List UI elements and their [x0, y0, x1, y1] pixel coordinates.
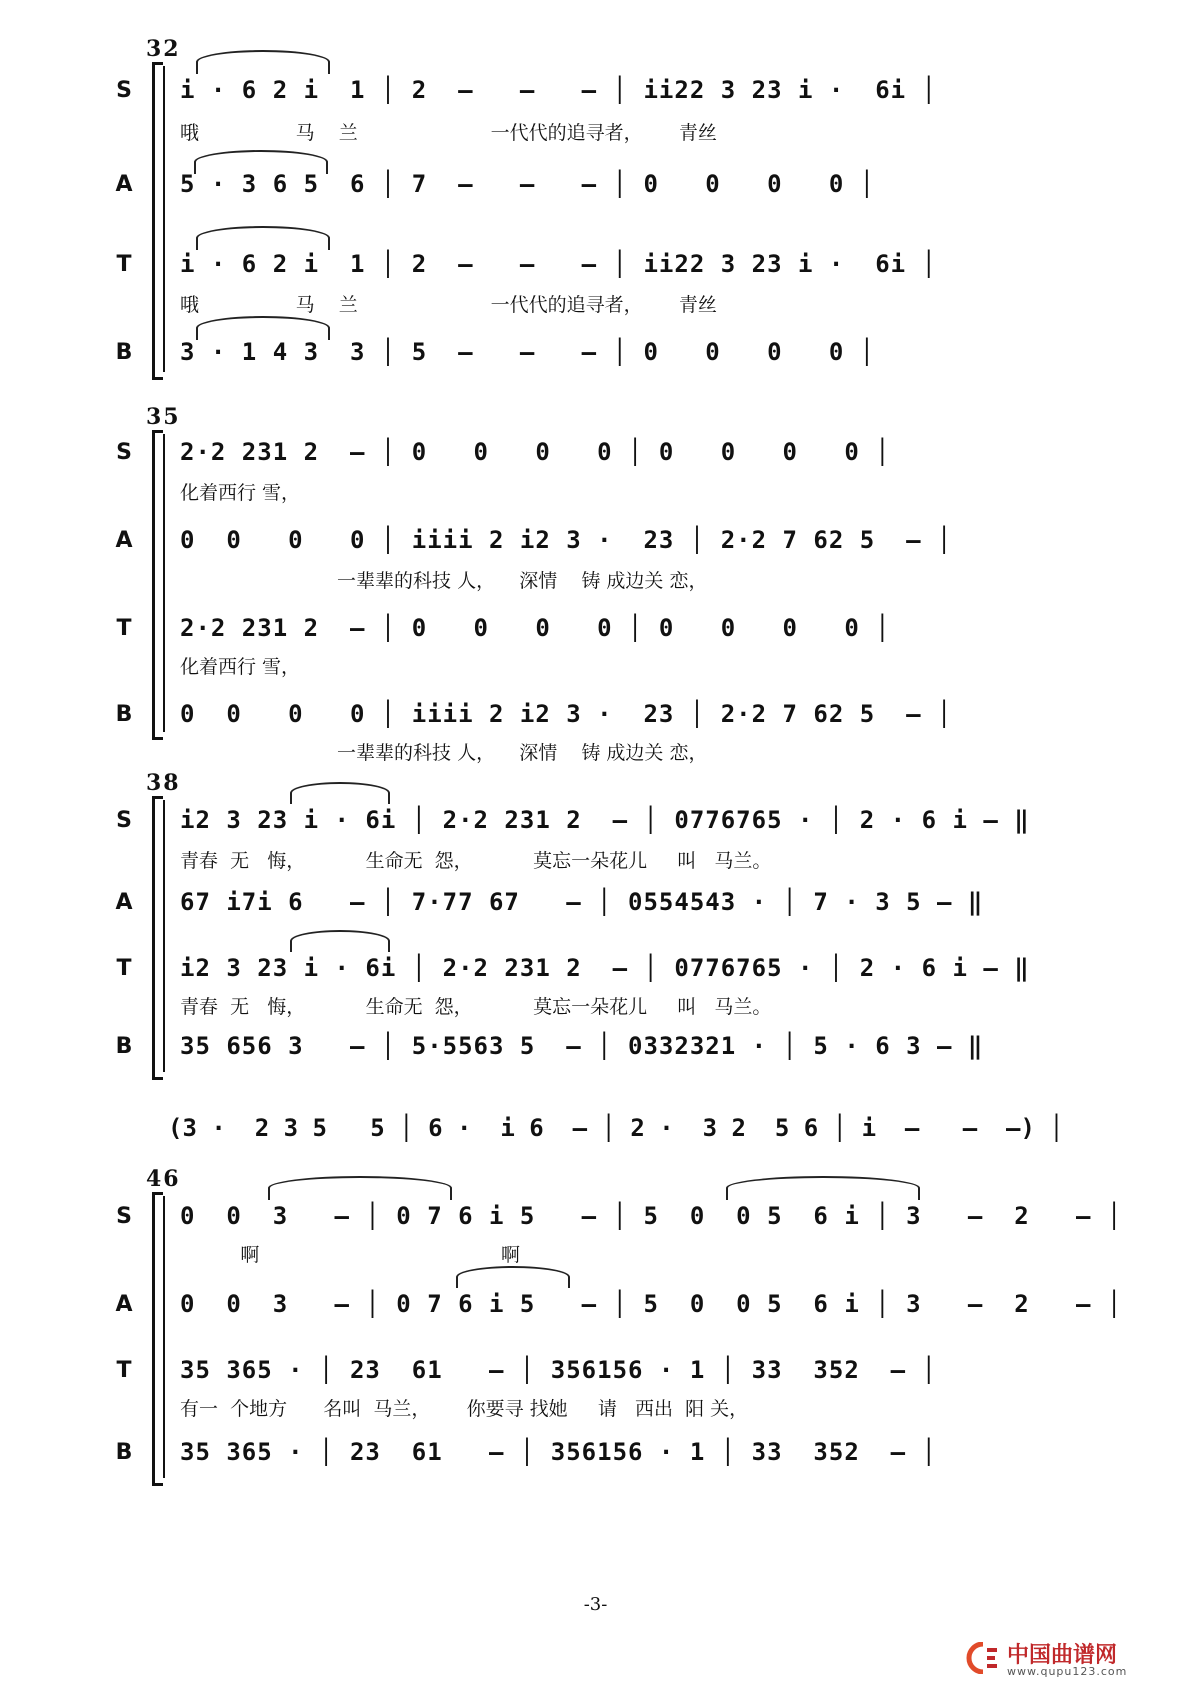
- system-bracket: [152, 430, 163, 740]
- slur: [268, 1176, 452, 1200]
- slur: [196, 50, 330, 74]
- notes-bass: 35 656 3 – │ 5·5563 5 – │ 0332321 · │ 5 · 6 3 – ‖: [180, 1032, 984, 1060]
- voice-label-bass: B: [115, 340, 133, 365]
- voice-label-bass: B: [115, 1034, 133, 1059]
- voice-label-tenor: T: [116, 252, 132, 277]
- voice-label-alto: A: [115, 528, 133, 553]
- lyrics-tenor: 有一 个地方 名叫 马兰， 你要寻 找她 请 西出 阳 关，: [180, 1398, 749, 1420]
- system-bracket: [152, 796, 163, 1080]
- slur: [196, 226, 330, 250]
- watermark-name: 中国曲谱网: [1007, 1643, 1118, 1668]
- notes-alto: 67 i7i 6 – │ 7·77 67 – │ 0554543 · │ 7 · 3 5 – ‖: [180, 888, 984, 916]
- system-bracket-line: [163, 66, 165, 372]
- system-bracket: [152, 62, 163, 380]
- slur: [196, 316, 330, 340]
- lyrics-tenor: 青春 无 悔， 生命无 怨， 莫忘一朵花儿 叫 马兰。: [180, 996, 772, 1018]
- voice-label-tenor: T: [116, 956, 132, 981]
- lyrics-tenor: 哦 马 兰 一代代的追寻者， 青丝: [180, 294, 717, 316]
- system-bracket: [152, 1192, 163, 1486]
- measure-number: 46: [146, 1166, 181, 1192]
- voice-label-alto: A: [115, 890, 133, 915]
- system-bracket-line: [163, 800, 165, 1072]
- notes-bass: 35 365 · │ 23 61 – │ 356156 · 1 │ 33 352 – │: [180, 1438, 938, 1466]
- voice-label-soprano: S: [116, 1204, 132, 1229]
- qupu-logo-icon: [961, 1642, 999, 1674]
- measure-number: 32: [146, 36, 181, 62]
- lyrics-alto: 一辈辈的科技 人， 深情 铸 成边关 恋，: [180, 570, 708, 592]
- notes-soprano: 0 0 3 – │ 0 7 6 i 5 – │ 5 0 0 5 6 i │ 3 – 2 – │: [180, 1202, 1123, 1230]
- slur: [290, 930, 390, 952]
- system-bracket-line: [163, 1196, 165, 1478]
- system-bracket-line: [163, 434, 165, 732]
- notes-tenor: i · 6 2 i 1 │ 2 – – – │ ii22 3 23 i · 6i │: [180, 250, 938, 278]
- measure-number: 38: [146, 770, 181, 796]
- notes-tenor: 35 365 · │ 23 61 – │ 356156 · 1 │ 33 352 – │: [180, 1356, 938, 1384]
- voice-label-tenor: T: [116, 1358, 132, 1383]
- notes-tenor: i2 3 23 i · 6i │ 2·2 231 2 – │ 0776765 · │ 2 · 6 i – ‖: [180, 954, 1030, 982]
- slur: [290, 782, 390, 804]
- voice-label-bass: B: [115, 1440, 133, 1465]
- notes-alto: 5 · 3 6 5 6 │ 7 – – – │ 0 0 0 0 │: [180, 170, 876, 198]
- voice-label-bass: B: [115, 702, 133, 727]
- measure-number: 35: [146, 404, 181, 430]
- voice-label-soprano: S: [116, 808, 132, 833]
- voice-label-soprano: S: [116, 440, 132, 465]
- notes-soprano: i · 6 2 i 1 │ 2 – – – │ ii22 3 23 i · 6i │: [180, 76, 938, 104]
- notes-bass: 0 0 0 0 │ iiii 2 i2 3 · 23 │ 2·2 7 62 5 – │: [180, 700, 953, 728]
- lyrics-soprano: 化着西行 雪，: [180, 482, 301, 504]
- notes-alto: 0 0 0 0 │ iiii 2 i2 3 · 23 │ 2·2 7 62 5 – │: [180, 526, 953, 554]
- voice-label-alto: A: [115, 1292, 133, 1317]
- page-number: -3-: [583, 1594, 608, 1615]
- lyrics-soprano: 哦 马 兰 一代代的追寻者， 青丝: [180, 122, 717, 144]
- notes-alto: 0 0 3 – │ 0 7 6 i 5 – │ 5 0 0 5 6 i │ 3 – 2 – │: [180, 1290, 1123, 1318]
- lyrics-tenor: 化着西行 雪，: [180, 656, 301, 678]
- lyrics-soprano: 啊 啊: [180, 1244, 520, 1266]
- lyrics-bass: 一辈辈的科技 人， 深情 铸 成边关 恋，: [180, 742, 708, 764]
- slur: [726, 1176, 920, 1200]
- notes-bass: 3 · 1 4 3 3 │ 5 – – – │ 0 0 0 0 │: [180, 338, 876, 366]
- watermark-url: www.qupu123.com: [1007, 1665, 1128, 1678]
- slur: [456, 1266, 570, 1288]
- voice-label-tenor: T: [116, 616, 132, 641]
- instrumental-interlude: (3 · 2 3 5 5 │ 6 · i 6 – │ 2 · 3 2 5 6 │ i – – –) │: [168, 1114, 1064, 1142]
- voice-label-soprano: S: [116, 78, 132, 103]
- notes-soprano: i2 3 23 i · 6i │ 2·2 231 2 – │ 0776765 · │ 2 · 6 i – ‖: [180, 806, 1030, 834]
- lyrics-soprano: 青春 无 悔， 生命无 怨， 莫忘一朵花儿 叫 马兰。: [180, 850, 772, 872]
- watermark: [961, 1638, 1171, 1678]
- voice-label-alto: A: [115, 172, 133, 197]
- notes-soprano: 2·2 231 2 – │ 0 0 0 0 │ 0 0 0 0 │: [180, 438, 891, 466]
- notes-tenor: 2·2 231 2 – │ 0 0 0 0 │ 0 0 0 0 │: [180, 614, 891, 642]
